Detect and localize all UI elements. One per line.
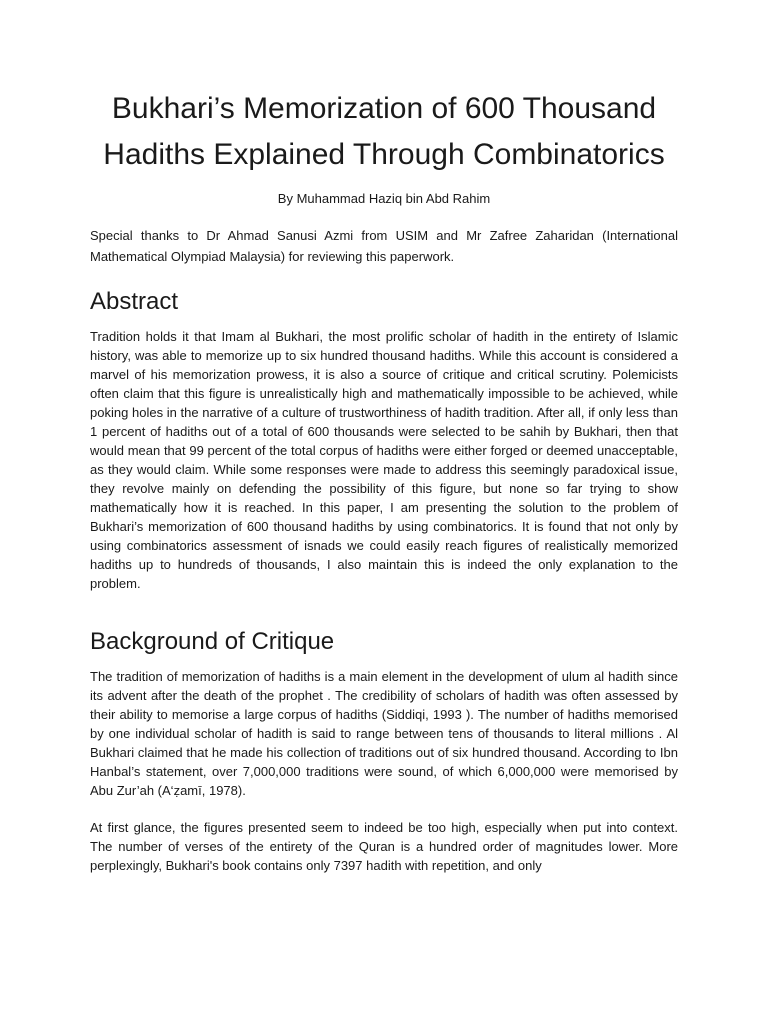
acknowledgement: Special thanks to Dr Ahmad Sanusi Azmi from USIM and Mr Zafree Zaharidan (International Mathematical Olympiad Malaysia) for reviewing this paperwork. bbox=[90, 228, 678, 264]
background-paragraph-1: The tradition of memorization of hadiths is a main element in the development of ulum al hadith since its advent after the death of the prophet . The credibility of scholars of hadith was often assessed by their ability to memorise a large corpus of hadiths (Siddiqi, 1993 ). The number of hadiths memorised by one individual scholar of hadith is said to range between tens of thousands to literal millions . Al Bukhari claimed that he made his collection of traditions out of six hundred thousand. According to Ibn Hanbal’s statement, over 7,000,000 traditions were sound, of which 6,000,000 were memorised by Abu Zur’ah (A‘ẓamī, 1978). bbox=[90, 669, 678, 798]
abstract-text: Tradition holds it that Imam al Bukhari, the most prolific scholar of hadith in the entirety of Islamic history, was able to memorize up to six hundred thousand hadiths. While this account is considered a marvel of his memorization prowess, it is also a source of critique and critical scrutiny. Polemicists often claim that this figure is unrealistically high and mathematically impossible to be achieved, while poking holes in the narrative of a culture of trustworthiness of hadith tradition. After all, if only less than 1 percent of hadiths out of a total of 600 thousands were selected to be sahih by Bukhari, then that would mean that 99 percent of the total corpus of hadiths were either forged or deemed unacceptable, as they would claim. While some responses were made to address this seemingly paradoxical issue, they revolve mainly on defending the possibility of this figure, but none so far trying to show mathematically how it is reached. In this paper, I am presenting the solution to the problem of Bukhari’s memorization of 600 thousand hadiths by using combinatorics. It is found that not only by using combinatorics assessment of isnads we could easily reach figures of realistically memorized hadiths up to hundreds of thousands, I also maintain this is indeed the only explanation to the problem. bbox=[90, 329, 678, 591]
author-line: By Muhammad Haziq bin Abd Rahim bbox=[277, 191, 491, 206]
background-heading: Background of Critique bbox=[90, 628, 335, 655]
document-page bbox=[90, 86, 678, 875]
background-paragraph-2: At first glance, the figures presented seem to indeed be too high, especially when put into context. The number of verses of the entirety of the Quran is a hundred order of magnitudes lower. More perplexingly, Bukhari's book contains only 7397 hadith with repetition, and only bbox=[90, 820, 678, 873]
paper-title: Bukhari’s Memorization of 600 Thousand Hadiths Explained Through Combinatorics bbox=[103, 92, 665, 171]
abstract-heading: Abstract bbox=[90, 288, 179, 315]
